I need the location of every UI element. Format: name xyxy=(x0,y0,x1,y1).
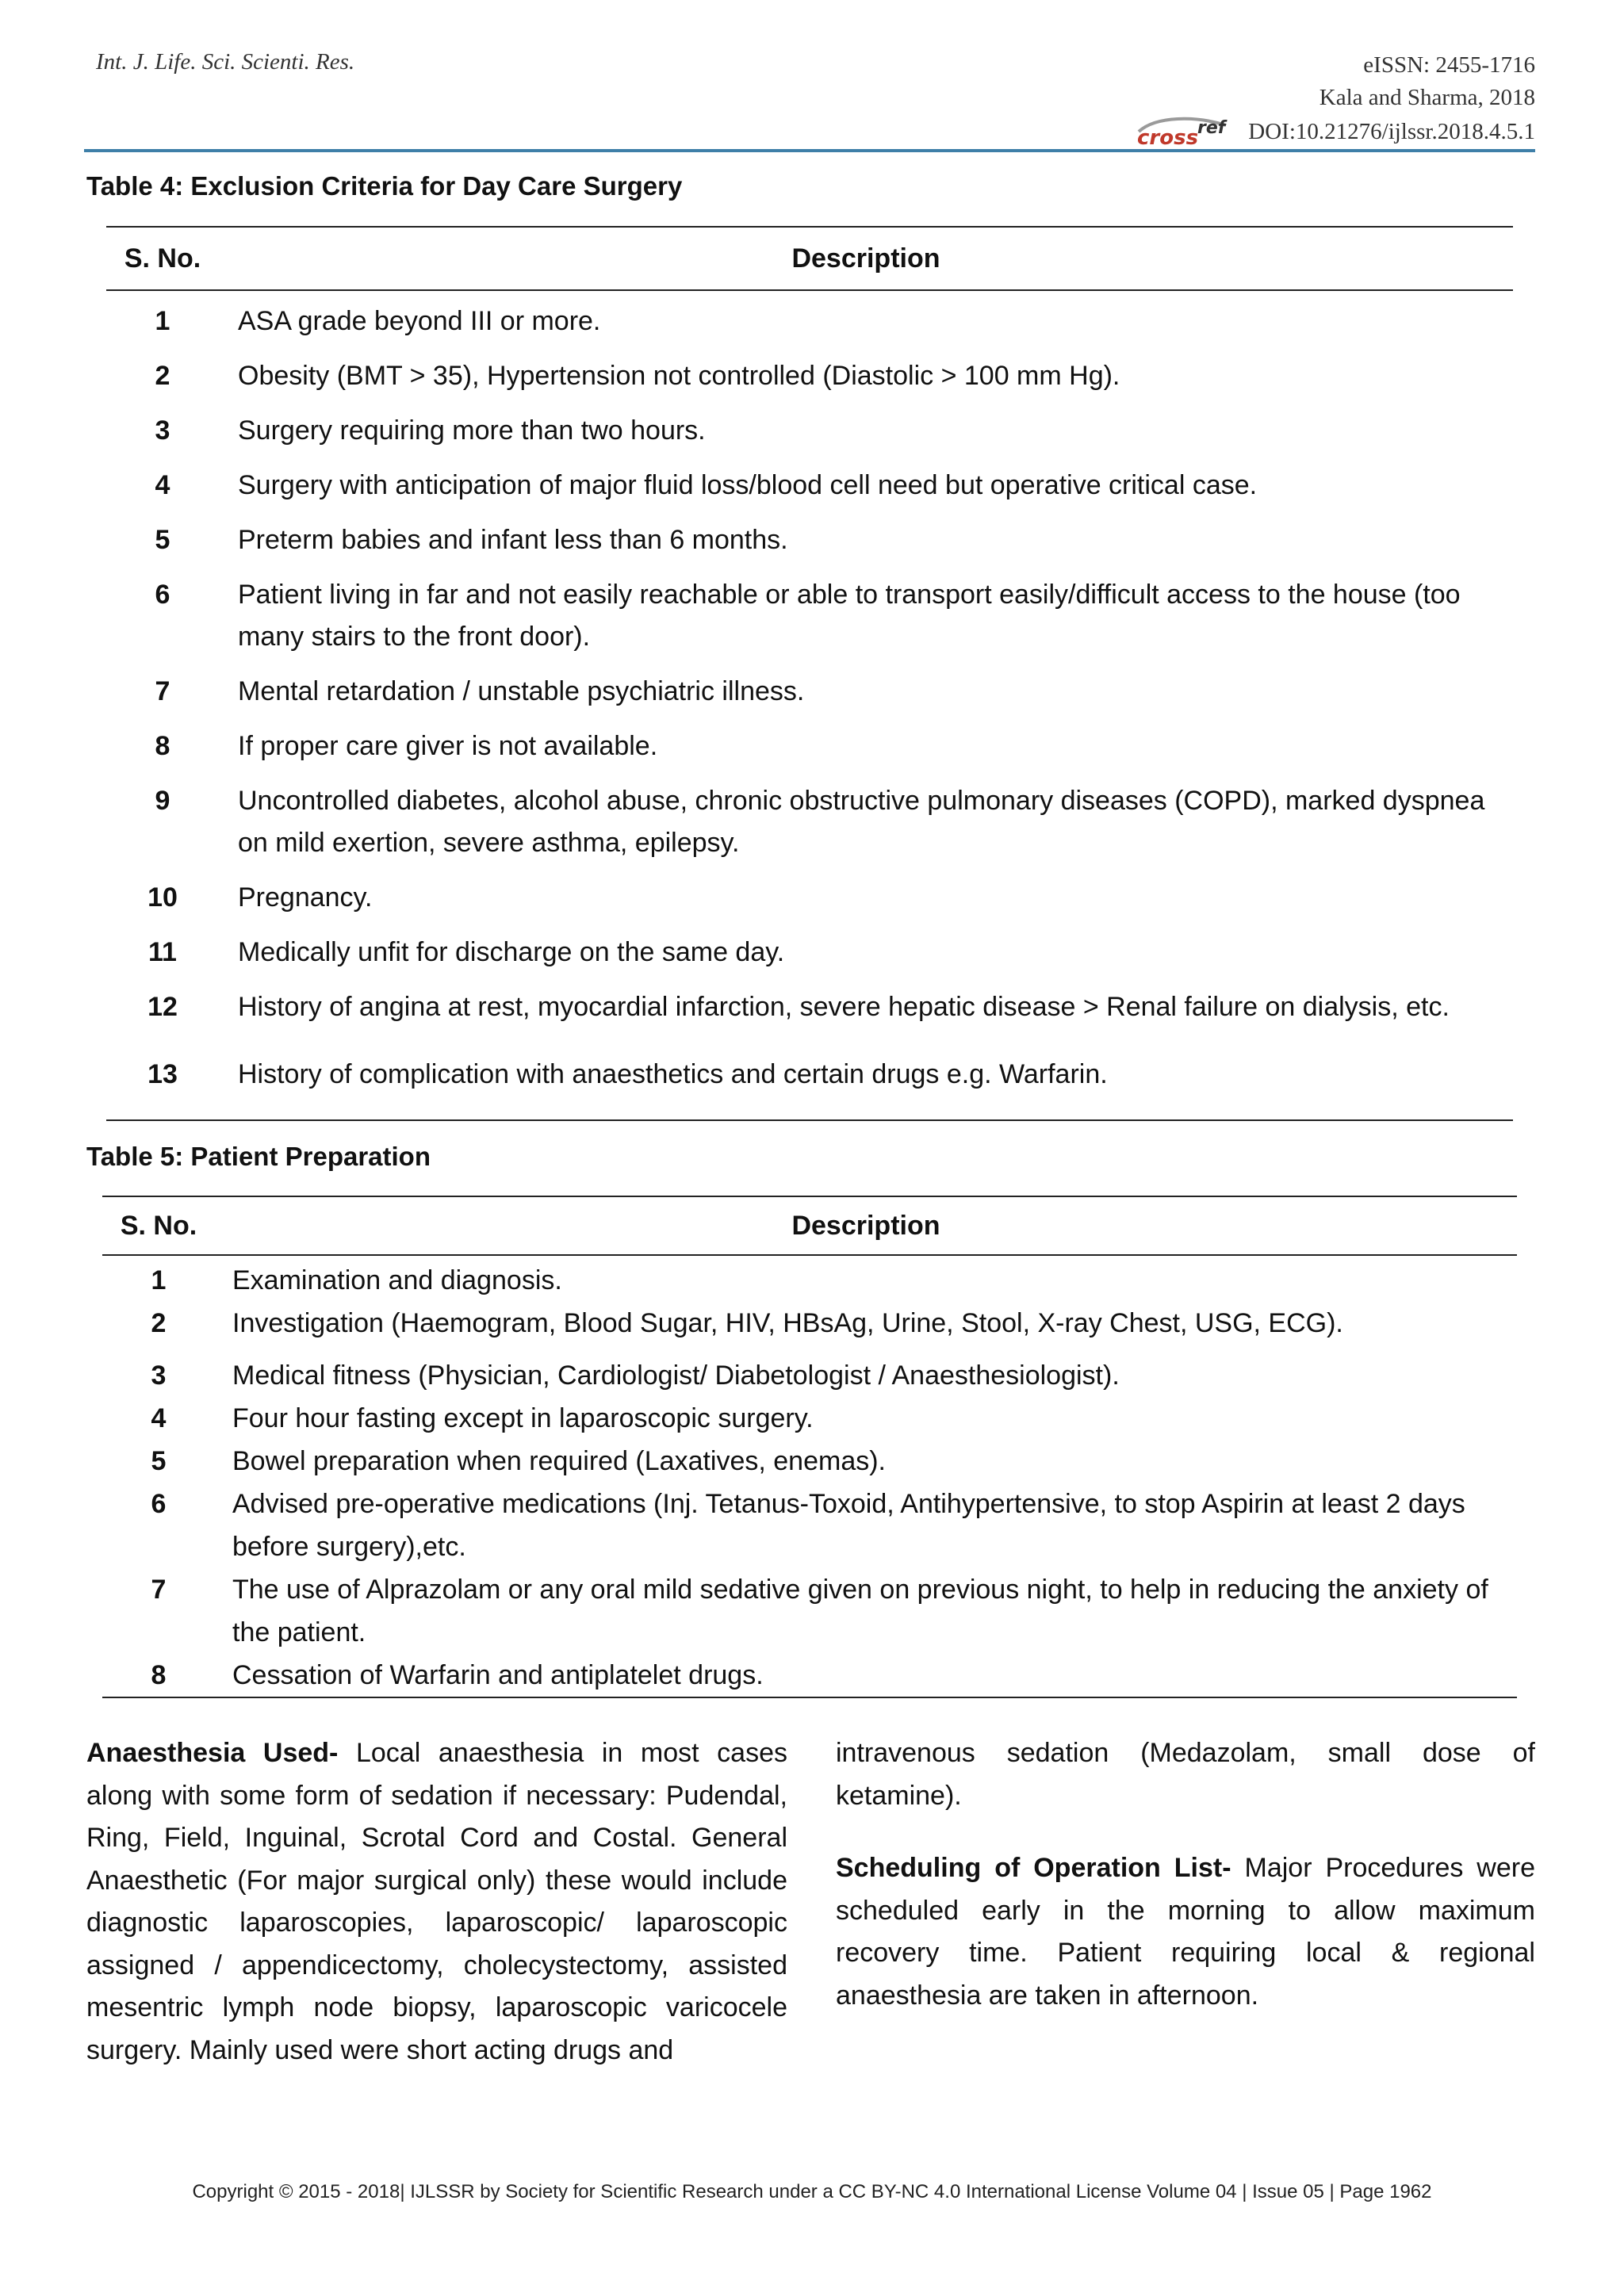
table5-row-number: 1 xyxy=(151,1265,167,1295)
svg-text:cross: cross xyxy=(1137,126,1199,149)
table4-row-number: 1 xyxy=(155,306,170,336)
authors-year: Kala and Sharma, 2018 xyxy=(1319,85,1535,110)
table4-row xyxy=(106,347,1513,402)
table5-row xyxy=(102,1302,1517,1345)
table5-row-description: Medical fitness (Physician, Cardiologist/ Diabetologist / Anaesthesiologist). xyxy=(232,1360,1120,1391)
table5-row-number: 7 xyxy=(151,1575,167,1605)
table5-row-description: Cessation of Warfarin and antiplatelet drugs. xyxy=(215,1654,1517,1697)
table4-row xyxy=(106,566,1513,663)
table4-row-number: 3 xyxy=(155,415,170,446)
table4-row-description: Mental retardation / unstable psychiatric illness. xyxy=(238,676,805,706)
scheduling-text: Major Procedures were scheduled early in the morning to allow maximum recovery time. Patient requiring local & regional anaesthesia are taken in afternoon. xyxy=(836,1853,1536,2011)
table5-row-description: The use of Alprazolam or any oral mild sedative given on previous night, to help in reducing the anxiety of the patient. xyxy=(232,1575,1488,1647)
table4-row-description: ASA grade beyond III or more. xyxy=(238,306,601,336)
table5-row xyxy=(102,1255,1517,1302)
table4-row xyxy=(106,663,1513,718)
svg-text:ref: ref xyxy=(1197,118,1226,138)
table4-row-number: 12 xyxy=(147,992,178,1022)
table4-row xyxy=(106,1033,1513,1120)
table4-row-description: Preterm babies and infant less than 6 months. xyxy=(238,525,788,555)
table5-row xyxy=(102,1654,1517,1697)
table4-row-description: If proper care giver is not available. xyxy=(238,731,658,761)
crossref-logo xyxy=(1132,114,1237,149)
table4-row-description: Medically unfit for discharge on the same day. xyxy=(238,937,785,967)
scheduling-heading: Scheduling of Operation List- xyxy=(836,1853,1231,1883)
table4-row-number: 4 xyxy=(155,470,170,500)
doi-line xyxy=(980,114,1535,149)
table4-row-description: Surgery requiring more than two hours. xyxy=(238,415,706,446)
table4-row-number: 7 xyxy=(155,676,170,706)
table5 xyxy=(102,1196,1517,1698)
table5-row-number: 5 xyxy=(151,1446,167,1476)
table4-caption: Table 4: Exclusion Criteria for Day Care Surgery xyxy=(86,171,683,201)
footer-copyright: Copyright © 2015 - 2018| IJLSSR by Society for Scientific Research under a CC BY-NC 4.0 International License Volume 04 | Issue 05 | Page 1962 xyxy=(192,2181,1432,2202)
eissn: eISSN: 2455-1716 xyxy=(1363,52,1535,78)
table5-row-description: Investigation (Haemogram, Blood Sugar, HIV, HBsAg, Urine, Stool, X-ray Chest, USG, ECG). xyxy=(232,1308,1343,1338)
table4-header-row xyxy=(106,227,1513,290)
table4-col-description: Description xyxy=(219,227,1513,290)
anaesthesia-heading: Anaesthesia Used- xyxy=(86,1738,339,1768)
table4-row-number: 10 xyxy=(147,882,178,913)
table4-row xyxy=(106,511,1513,566)
table4-row xyxy=(106,924,1513,978)
table4-row-number: 6 xyxy=(155,580,170,610)
anaesthesia-text: Local anaesthesia in most cases along with some form of sedation if necessary: Pudendal, Ring, Field, Inguinal, Scrotal Cord and Costal. General Anaesthetic (For major surgical only) these would include diagnostic laparoscopies, laparoscopic/ laparoscopic assigned / appendicectomy, cholecystectomy, assisted mesentric lymph node biopsy, laparoscopic varicocele surgery. Mainly used were short acting drugs and xyxy=(86,1738,787,2065)
table5-row xyxy=(102,1440,1517,1483)
table4-row xyxy=(106,290,1513,347)
table5-row xyxy=(102,1397,1517,1440)
table4-row xyxy=(106,978,1513,1033)
table5-row xyxy=(102,1345,1517,1397)
table4-row-number: 5 xyxy=(155,525,170,555)
table5-row-number: 4 xyxy=(151,1403,167,1433)
table4-row-number: 13 xyxy=(106,1033,219,1120)
header-meta xyxy=(980,49,1535,149)
table4-row-description: History of complication with anaesthetics and certain drugs e.g. Warfarin. xyxy=(219,1033,1513,1120)
table4-row-description: Uncontrolled diabetes, alcohol abuse, chronic obstructive pulmonary diseases (COPD), marked dyspnea on mild exertion, severe asthma, epilepsy. xyxy=(238,786,1485,858)
doi[interactable]: DOI:10.21276/ijlssr.2018.4.5.1 xyxy=(1248,118,1535,144)
table5-row xyxy=(102,1483,1517,1568)
table5-row-number: 2 xyxy=(151,1308,167,1338)
table5-row-number: 3 xyxy=(151,1360,167,1391)
anaesthesia-continued: intravenous sedation (Medazolam, small dose of ketamine). xyxy=(836,1738,1535,1811)
table5-caption: Table 5: Patient Preparation xyxy=(86,1142,431,1171)
table5-row xyxy=(102,1568,1517,1654)
table4-row-description: Pregnancy. xyxy=(238,882,373,913)
left-column xyxy=(86,1732,787,2072)
table4-row-description: Surgery with anticipation of major fluid loss/blood cell need but operative critical case. xyxy=(238,470,1258,500)
table4-row-description: Obesity (BMT > 35), Hypertension not controlled (Diastolic > 100 mm Hg). xyxy=(238,361,1120,391)
table4-row xyxy=(106,457,1513,511)
table4-row-description: History of angina at rest, myocardial infarction, severe hepatic disease > Renal failure on dialysis, etc. xyxy=(238,992,1450,1022)
table5-row-number: 6 xyxy=(151,1489,167,1519)
right-column xyxy=(836,1732,1535,2017)
table4-row-number: 2 xyxy=(155,361,170,391)
table5-row-description: Four hour fasting except in laparoscopic surgery. xyxy=(232,1403,814,1433)
anaesthesia-paragraph xyxy=(86,1732,787,2072)
table4-row-number: 9 xyxy=(155,786,170,816)
table4-row-number: 11 xyxy=(148,937,177,967)
scheduling-paragraph xyxy=(836,1847,1535,2017)
table5-row-description: Examination and diagnosis. xyxy=(232,1265,562,1295)
table5-col-description: Description xyxy=(215,1196,1517,1255)
table4-row xyxy=(106,402,1513,457)
table4-row xyxy=(106,718,1513,772)
table4-row-number: 8 xyxy=(155,731,170,761)
table4-row xyxy=(106,869,1513,924)
table4-col-sno: S. No. xyxy=(106,227,219,290)
journal-title: Int. J. Life. Sci. Scienti. Res. xyxy=(96,49,355,75)
header-rule xyxy=(84,149,1535,152)
table5-col-sno: S. No. xyxy=(102,1196,215,1255)
table4 xyxy=(106,226,1513,1121)
table5-header-row xyxy=(102,1196,1517,1255)
table4-row xyxy=(106,772,1513,869)
table5-row-description: Bowel preparation when required (Laxatives, enemas). xyxy=(232,1446,887,1476)
table4-row-description: Patient living in far and not easily reachable or able to transport easily/difficult access to the house (too many stairs to the front door). xyxy=(238,580,1461,652)
table5-row-number: 8 xyxy=(102,1654,215,1697)
table5-row-description: Advised pre-operative medications (Inj. Tetanus-Toxoid, Antihypertensive, to stop Aspirin at least 2 days before surgery),etc. xyxy=(232,1489,1465,1562)
